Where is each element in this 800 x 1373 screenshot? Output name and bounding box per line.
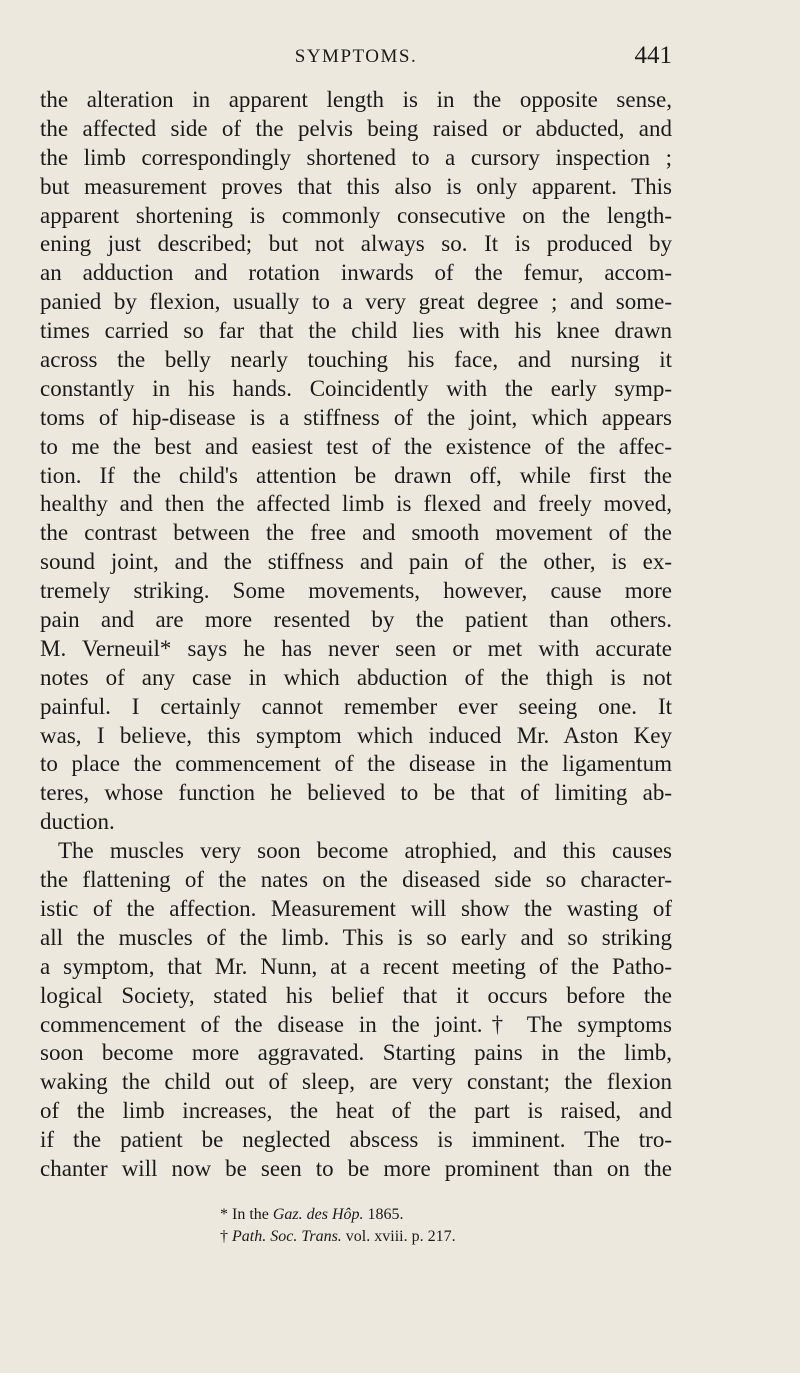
text-line: the flattening of the nates on the diseased side so character- bbox=[40, 867, 672, 893]
text-line: times carried so far that the child lies with his knee drawn bbox=[40, 318, 672, 344]
text-line: the contrast between the free and smooth movement of the bbox=[40, 520, 672, 546]
text-line: The muscles very soon become atrophied, and this causes bbox=[58, 838, 672, 864]
text-line: tremely striking. Some movements, however, cause more bbox=[40, 578, 672, 604]
text-line: was, I believe, this symptom which induced Mr. Aston Key bbox=[40, 722, 672, 748]
text-line: teres, whose function he believed to be that of limiting ab- bbox=[40, 780, 672, 806]
text-line: the alteration in apparent length is in the opposite sense, bbox=[40, 87, 672, 112]
text-line: notes of any case in which abduction of the thigh is not bbox=[40, 664, 672, 690]
text-line: if the patient be neglected abscess is imminent. The tro- bbox=[40, 1127, 672, 1153]
page-header bbox=[40, 42, 672, 80]
text-line: logical Society, stated his belief that it occurs before the bbox=[40, 982, 672, 1008]
text-line: panied by flexion, usually to a very great degree ; and some- bbox=[40, 289, 672, 315]
text-line: constantly in his hands. Coincidently with the early symp- bbox=[40, 375, 672, 401]
page-number: 441 bbox=[634, 42, 672, 69]
text-line: toms of hip-disease is a stiffness of the joint, which appears bbox=[40, 404, 672, 430]
text-line: tion. If the child's attention be drawn off, while first the bbox=[40, 462, 672, 488]
footnotes bbox=[220, 1204, 680, 1248]
running-head: SYMPTOMS. bbox=[294, 46, 418, 67]
text-line: chanter will now be seen to be more prominent than on the bbox=[40, 1155, 672, 1181]
text-line: M. Verneuil* says he has never seen or met with accurate bbox=[40, 635, 672, 661]
text-line: an adduction and rotation inwards of the femur, accom- bbox=[40, 260, 672, 286]
text-line: all the muscles of the limb. This is so early and so striking bbox=[40, 924, 672, 950]
text-line: the limb correspondingly shortened to a cursory inspection ; bbox=[40, 144, 672, 170]
text-line: to me the best and easiest test of the existence of the affec- bbox=[40, 433, 672, 459]
footnote-1 bbox=[220, 1204, 680, 1226]
text-line: commencement of the disease in the joint.† The symptoms bbox=[40, 1011, 672, 1037]
text-line: a symptom, that Mr. Nunn, at a recent meeting of the Patho- bbox=[40, 953, 672, 979]
text-line: healthy and then the affected limb is flexed and freely moved, bbox=[40, 491, 672, 517]
text-line: sound joint, and the stiffness and pain of the other, is ex- bbox=[40, 549, 672, 575]
text-line: to place the commencement of the disease in the ligamentum bbox=[40, 751, 672, 777]
text-line: painful. I certainly cannot remember ever seeing one. It bbox=[40, 693, 672, 719]
body-text bbox=[40, 86, 672, 1184]
text-line: of the limb increases, the heat of the part is raised, and bbox=[40, 1098, 672, 1124]
text-line: ening just described; but not always so. It is produced by bbox=[40, 231, 672, 257]
text-line: apparent shortening is commonly consecutive on the length- bbox=[40, 202, 672, 228]
footnote-2-rest: vol. xviii. p. 217. bbox=[345, 1228, 456, 1245]
text-line: soon become more aggravated. Starting pains in the limb, bbox=[40, 1040, 672, 1066]
footnote-1-mark: * In the bbox=[220, 1206, 269, 1223]
text-line: across the belly nearly touching his face, and nursing it bbox=[40, 347, 672, 373]
footnote-2-source: Path. Soc. Trans. bbox=[232, 1228, 342, 1245]
footnote-1-rest: 1865. bbox=[367, 1206, 404, 1223]
text-line: duction. bbox=[40, 809, 115, 835]
text-line: but measurement proves that this also is only apparent. This bbox=[40, 173, 672, 199]
text-line: pain and are more resented by the patient than others. bbox=[40, 607, 672, 633]
footnote-2 bbox=[220, 1226, 680, 1248]
footnote-2-mark: † bbox=[220, 1228, 228, 1245]
footnote-1-source: Gaz. des Hôp. bbox=[272, 1206, 364, 1223]
text-line: istic of the affection. Measurement will show the wasting of bbox=[40, 895, 672, 921]
text-line: waking the child out of sleep, are very constant; the flexion bbox=[40, 1069, 672, 1095]
text-line: the affected side of the pelvis being raised or abducted, and bbox=[40, 115, 672, 141]
